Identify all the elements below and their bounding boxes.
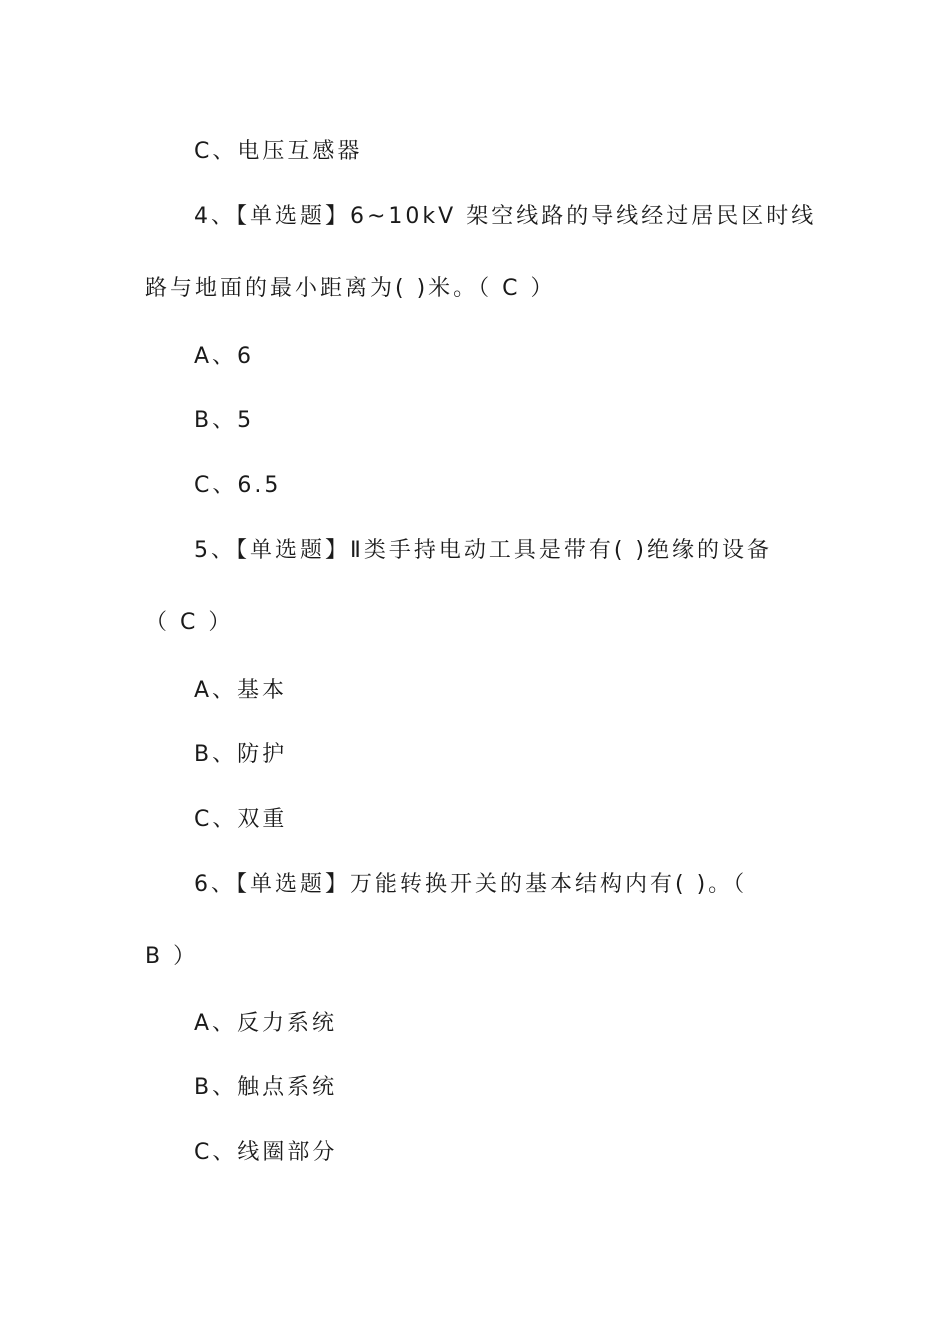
question-continuation-line: 路与地面的最小距离为( )米。（ C ） xyxy=(145,276,556,301)
question-continuation-line: （ C ） xyxy=(145,610,234,635)
question-continuation-line: B ） xyxy=(145,944,199,969)
option-line: B、防护 xyxy=(194,742,288,767)
option-line: C、6.5 xyxy=(194,473,282,498)
option-line: A、6 xyxy=(194,344,255,369)
option-line: B、5 xyxy=(194,408,255,433)
option-line: A、反力系统 xyxy=(194,1011,338,1036)
option-line: B、触点系统 xyxy=(194,1075,338,1100)
question-line: 4、【单选题】6~10kV 架空线路的导线经过居民区时线 xyxy=(194,204,817,229)
option-line: A、基本 xyxy=(194,678,288,703)
question-line: 6、【单选题】万能转换开关的基本结构内有( )。（ xyxy=(194,872,748,897)
question-line: 5、【单选题】Ⅱ类手持电动工具是带有( )绝缘的设备 xyxy=(194,538,772,563)
option-line: C、电压互感器 xyxy=(194,139,363,164)
option-line: C、双重 xyxy=(194,807,288,832)
option-line: C、线圈部分 xyxy=(194,1140,338,1165)
